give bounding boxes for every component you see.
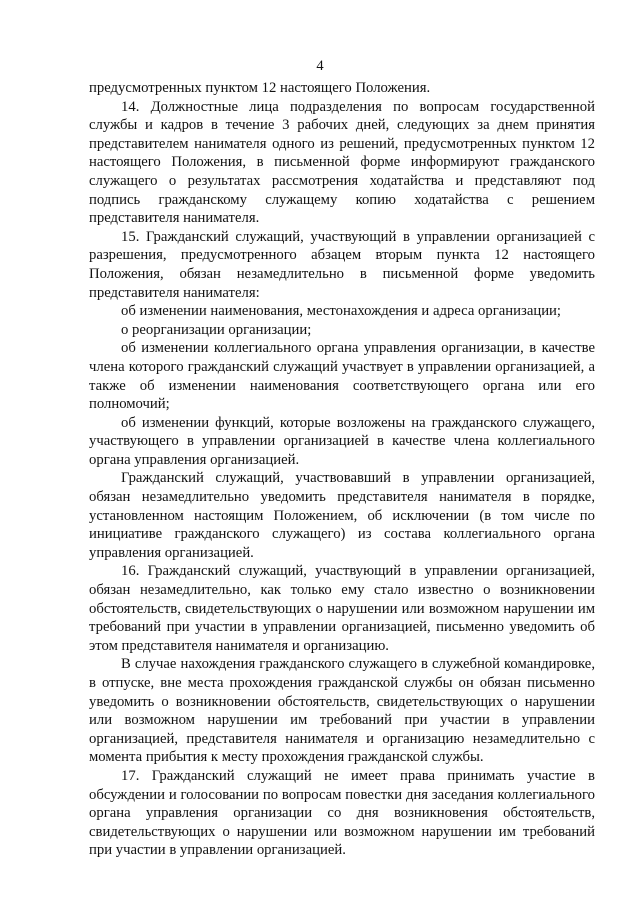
paragraph-item-17: 17. Гражданский служащий не имеет права принимать участие в обсуждении и голосовании по вопросам повестки дня заседания коллегиального органа управления организации со дня возникновения обстоятельств, свидетельствующих о нарушении или возможном нарушении им требований при участии в управлении организацией.	[89, 767, 595, 859]
paragraph-item-15: 15. Гражданский служащий, участвующий в управлении организацией с разрешения, предусмотренного абзацем вторым пункта 12 настоящего Положения, обязан незамедлительно в письменной форме уведомить представителя нанимателя:	[89, 228, 595, 301]
document-body	[89, 79, 595, 860]
list-item: об изменении наименования, местонахождения и адреса организации;	[121, 303, 561, 320]
paragraph: В случае нахождения гражданского служащего в служебной командировке, в отпуске, вне места прохождения гражданской службы он обязан письменно уведомить о возникновении обстоятельств, свидетельствующих о нарушении или возможном нарушении им требований при участии в управлении организацией, представителя нанимателя и организацию незамедлительно с момента прибытия к месту прохождения гражданской службы.	[89, 656, 595, 766]
paragraph-item-16: 16. Гражданский служащий, участвующий в управлении организацией, обязан незамедлительно, как только ему стало известно о возникновении обстоятельств, свидетельствующих о нарушении или возможном нарушении им требований при участии в управлении организацией, письменно уведомить об этом представителя нанимателя и организацию.	[89, 563, 595, 654]
page-number: 4	[316, 58, 324, 74]
list-item: о реорганизации организации;	[121, 321, 312, 338]
paragraph: Гражданский служащий, участвовавший в управлении организацией, обязан незамедлительно уведомить представителя нанимателя в порядке, установленном настоящим Положением, об исключении (в том числе по инициативе гражданского служащего) из состава коллегиального органа управления организацией.	[89, 470, 595, 561]
paragraph-item-14: 14. Должностные лица подразделения по вопросам государственной службы и кадров в течение 3 рабочих дней, следующих за днем принятия представителем нанимателя одного из решений, предусмотренных пунктом 12 настоящего Положения, в письменной форме информируют гражданского служащего о результатах рассмотрения ходатайства и представляют под подпись гражданскому служащему копию ходатайства с решением представителя нанимателя.	[89, 98, 595, 227]
list-item: об изменении функций, которые возложены на гражданского служащего, участвующего в управлении организацией в качестве члена коллегиального органа управления организацией.	[89, 414, 595, 468]
list-item: об изменении коллегиального органа управления организации, в качестве члена которого гражданский служащий участвует в управлении организацией, а также об изменении наименования соответствующего органа или его полномочий;	[89, 340, 595, 413]
paragraph-continuation: предусмотренных пунктом 12 настоящего Положения.	[89, 80, 431, 96]
